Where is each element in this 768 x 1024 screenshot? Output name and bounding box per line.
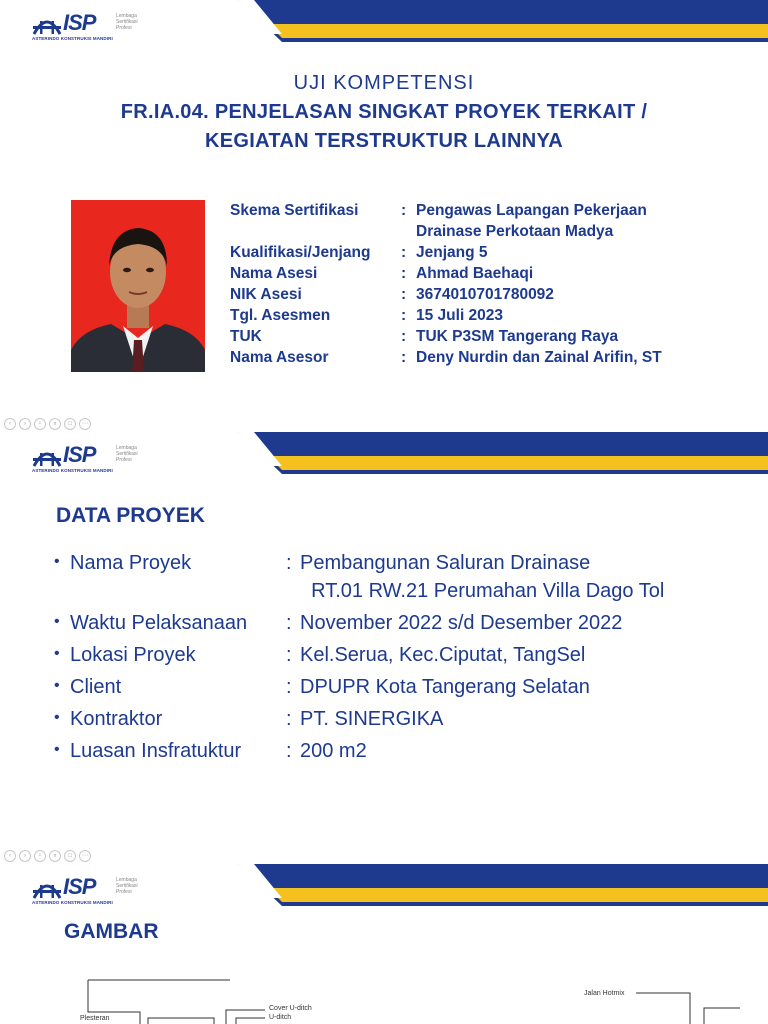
- zoom-icon[interactable]: ⌕: [49, 850, 61, 862]
- label-jalan-hotmix: Jalan Hotmix: [584, 990, 625, 997]
- slide-1: ISP Lembaga Sertifikasi Profesi ASTERINDO KONSTRUKSI MANDIRI UJI KOMPETENSI FR.IA.04. PENJELASAN SINGKAT PROYEK TERKAIT / KEGIATAN TERSTRUKTUR LAINNYA Skema Sertifikasi : Pengawas Lapangan Pekerjaan Drainase Perkotaan Madya Kualifikasi/Jenjang : Jenjang 5 Nama Asesi : Ahmad Baehaqi NIK Asesi : 3674010701780092 Tgl. Asesmen : 15 Juli 2023 TUK : TUK P3SM Tangerang Raya Nama Asesor : Deny Nurdin dan Zainal Arifin, ST: [0, 0, 768, 412]
- section-title-data-proyek: DATA PROYEK: [56, 504, 205, 527]
- copy-icon[interactable]: ▫: [34, 418, 46, 430]
- page-subtitle-1: FR.IA.04. PENJELASAN SINGKAT PROYEK TERKAIT /: [120, 101, 648, 123]
- isp-logo: [32, 876, 152, 906]
- bridge-logo-icon: [32, 444, 62, 470]
- asesi-photo: [71, 200, 205, 372]
- copy-icon[interactable]: ▫: [34, 850, 46, 862]
- screen-icon[interactable]: □: [64, 850, 76, 862]
- slide-3: [0, 864, 768, 1024]
- next-icon[interactable]: ›: [19, 850, 31, 862]
- logo-tagline: Lembaga Sertifikasi Profesi: [116, 877, 138, 895]
- prev-icon[interactable]: ‹: [4, 850, 16, 862]
- logo-subtitle: ASTERINDO KONSTRUKSI MANDIRI: [32, 468, 113, 473]
- screen-icon[interactable]: □: [64, 418, 76, 430]
- prev-icon[interactable]: ‹: [4, 418, 16, 430]
- page-subtitle-2: KEGIATAN TERSTRUKTUR LAINNYA: [204, 130, 564, 152]
- logo-text: ISP: [63, 442, 96, 467]
- logo-tagline: Lembaga Sertifikasi Profesi: [116, 13, 138, 31]
- logo-subtitle: ASTERINDO KONSTRUKSI MANDIRI: [32, 36, 113, 41]
- next-icon[interactable]: ›: [19, 418, 31, 430]
- bridge-logo-icon: [32, 12, 62, 38]
- more-icon[interactable]: ⋯: [79, 418, 91, 430]
- bridge-logo-icon: [32, 876, 62, 902]
- label-cover-uditch: Cover U-ditch: [269, 1005, 312, 1012]
- logo-tagline: Lembaga Sertifikasi Profesi: [116, 445, 138, 463]
- slide-toolbar-2: [4, 850, 91, 862]
- portrait-image: [71, 200, 205, 372]
- page-title: UJI KOMPETENSI: [293, 72, 475, 94]
- section-title-gambar: GAMBAR: [64, 920, 159, 943]
- zoom-icon[interactable]: ⌕: [49, 418, 61, 430]
- isp-logo: [32, 444, 152, 474]
- technical-drawing: [0, 972, 768, 1024]
- isp-logo: [32, 12, 152, 42]
- label-plesteran: Plesteran: [80, 1015, 110, 1022]
- label-uditch: U-ditch: [269, 1014, 292, 1021]
- more-icon[interactable]: ⋯: [79, 850, 91, 862]
- slide-2: ISP Lembaga Sertifikasi Profesi ASTERINDO KONSTRUKSI MANDIRI DATA PROYEK • Nama Proyek : Pembangunan Saluran Drainase RT.01 RW.21 Perumahan Villa Dago Tol • Waktu Pelaksanaan : November 2022 s/d Desember 2022 • Lokasi Proyek : Kel.Serua, Kec.Ciputat, TangSel • Client : DPUPR Kota Tangerang Selatan • Kontraktor : PT. SINERGIKA • Luasan Insfratuktur : 200 m2: [0, 432, 768, 844]
- logo-subtitle: ASTERINDO KONSTRUKSI MANDIRI: [32, 900, 113, 905]
- logo-text: ISP: [63, 874, 96, 899]
- slide-toolbar-1: [4, 418, 91, 430]
- logo-text: ISP: [63, 10, 96, 35]
